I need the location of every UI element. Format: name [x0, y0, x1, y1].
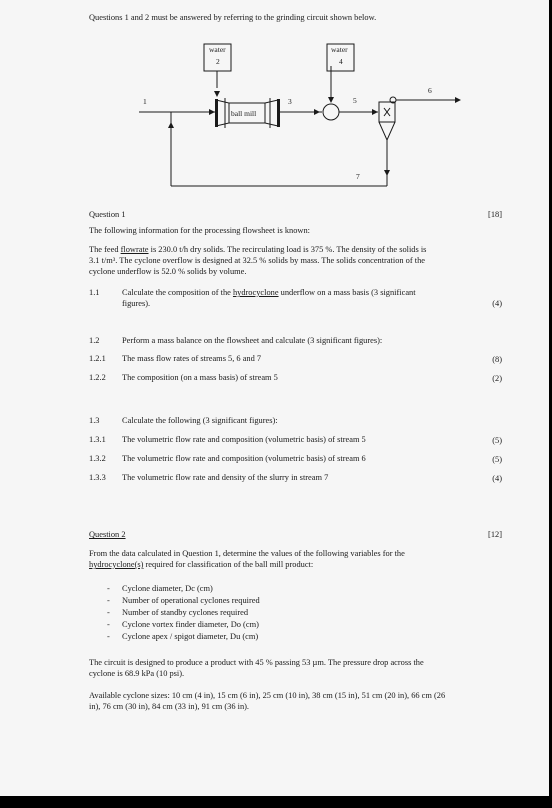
- bullet-item: Cyclone vortex finder diameter, Do (cm): [122, 620, 259, 629]
- bullet-item: Cyclone apex / spigot diameter, Du (cm): [122, 632, 259, 641]
- item-text: The volumetric flow rate and composition (volumetric basis) of stream 6: [122, 454, 366, 463]
- item-number: 1.3.2: [89, 454, 106, 463]
- item-marks: (4): [492, 299, 502, 308]
- item-text-continued: figures).: [122, 299, 151, 308]
- q1-paragraph-line-3: cyclone underflow is 52.0 % solids by volume.: [89, 267, 247, 276]
- water-2-label: water: [209, 45, 226, 54]
- item-number: 1.2: [89, 336, 100, 345]
- item-marks: (4): [492, 474, 502, 483]
- item-text: Perform a mass balance on the flowsheet and calculate (3 significant figures):: [122, 336, 383, 345]
- frame-edge-bottom: [0, 796, 552, 808]
- q2-design-line-2: cyclone is 68.9 kPa (10 psi).: [89, 669, 185, 678]
- q2-sizes-line-1: Available cyclone sizes: 10 cm (4 in), 15 cm (6 in), 25 cm (10 in), 38 cm (15 in), 51 cm (20 in), 66 cm (26: [89, 691, 446, 700]
- item-text: The mass flow rates of streams 5, 6 and 7: [122, 354, 262, 363]
- bullet-dash: -: [107, 608, 110, 617]
- q2-design-line-1: The circuit is designed to produce a product with 45 % passing 53 µm. The pressure drop across the: [89, 658, 424, 667]
- item-number: 1.1: [89, 288, 100, 297]
- item-number: 1.3.3: [89, 473, 106, 482]
- question-2-marks: [12]: [488, 530, 502, 539]
- q2-sizes-line-2: in), 76 cm (30 in), 84 cm (33 in), 91 cm (36 in).: [89, 702, 250, 711]
- bullet-dash: -: [107, 596, 110, 605]
- q2-paragraph-line-1: From the data calculated in Question 1, determine the values of the following variables for the: [89, 549, 405, 558]
- item-marks: (8): [492, 355, 502, 364]
- q2-paragraph-line-2: hydrocyclone(s) required for classification of the ball mill product:: [89, 560, 314, 569]
- bullet-dash: -: [107, 584, 110, 593]
- item-text: Calculate the composition of the hydrocyclone underflow on a mass basis (3 significant: [122, 288, 416, 297]
- question-2-title: Question 2: [89, 530, 126, 539]
- item-text: The volumetric flow rate and composition (volumetric basis) of stream 5: [122, 435, 366, 444]
- pump-circle: [323, 104, 339, 120]
- bullet-dash: -: [107, 632, 110, 641]
- stream-1-label: 1: [143, 97, 147, 106]
- item-text: The volumetric flow rate and density of the slurry in stream 7: [122, 473, 329, 482]
- item-marks: (5): [492, 436, 502, 445]
- water-4-label: water: [331, 45, 348, 54]
- stream-3-label: 3: [288, 97, 292, 106]
- intro-text: Questions 1 and 2 must be answered by referring to the grinding circuit shown below.: [89, 13, 377, 22]
- question-1-title: Question 1: [89, 210, 126, 219]
- bullet-item: Number of operational cyclones required: [122, 596, 260, 605]
- q1-info-text: The following information for the processing flowsheet is known:: [89, 226, 310, 235]
- bullet-dash: -: [107, 620, 110, 629]
- bullet-item: Cyclone diameter, Dc (cm): [122, 584, 213, 593]
- stream-6-label: 6: [428, 86, 432, 95]
- question-1-marks: [18]: [488, 210, 502, 219]
- item-number: 1.2.1: [89, 354, 106, 363]
- item-text: The composition (on a mass basis) of stream 5: [122, 373, 278, 382]
- q1-paragraph-line-1: The feed flowrate is 230.0 t/h dry solids. The recirculating load is 375 %. The density of the solids is: [89, 245, 427, 254]
- stream-5-label: 5: [353, 96, 357, 105]
- stream-2-label: 2: [216, 57, 220, 66]
- item-marks: (2): [492, 374, 502, 383]
- item-number: 1.3: [89, 416, 100, 425]
- bullet-item: Number of standby cyclones required: [122, 608, 249, 617]
- item-marks: (5): [492, 455, 502, 464]
- grinding-circuit-diagram: [0, 0, 549, 210]
- q1-paragraph-line-2: 3.1 t/m³. The cyclone overflow is designed at 32.5 % solids by mass. The solids concentration of the: [89, 256, 425, 265]
- ball-mill-label: ball mill: [231, 109, 257, 118]
- item-text: Calculate the following (3 significant figures):: [122, 416, 278, 425]
- item-number: 1.3.1: [89, 435, 106, 444]
- item-number: 1.2.2: [89, 373, 106, 382]
- stream-7-label: 7: [356, 172, 360, 181]
- stream-4-label: 4: [339, 57, 343, 66]
